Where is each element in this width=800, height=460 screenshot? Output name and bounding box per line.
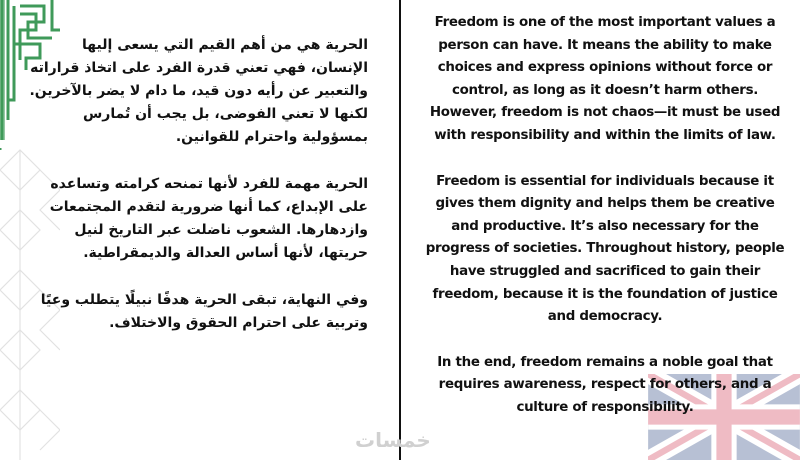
arabic-paragraph-3: وفي النهاية، تبقى الحرية هدفًا نبيلًا يتطلب وعيًا وتربية على احترام الحقوق والاختلاف. [40, 292, 368, 331]
english-text-column [420, 12, 790, 443]
english-paragraph-3: In the end, freedom remains a noble goal that requires awareness, respect for others, and a culture of responsibility. [437, 354, 773, 415]
arabic-paragraph-2: الحرية مهمة للفرد لأنها تمنحه كرامته وتساعده على الإبداع، كما أنها ضرورية لتقدم المجتمعات وازدهارها. الشعوب ناضلت عبر التاريخ لنيل حريتها، لأنها أساس العدالة والديمقراطية. [49, 176, 368, 261]
arabic-text-column [28, 34, 368, 359]
arabic-paragraph-1: الحرية هي من أهم القيم التي يسعى إليها الإنسان، فهي تعني قدرة الفرد على اتخاذ قراراته والتعبير عن رأيه دون قيد، ما دام لا يضر بالآخرين. لكنها لا تعني الفوضى، بل يجب أن تُمارس بمسؤولية واحترام للقوانين. [29, 37, 368, 145]
english-paragraph-1: Freedom is one of the most important values a person can have. It means the ability to make choices and express opinions without force or control, as long as it doesn’t harm others. However, freedom is not chaos—it must be used with responsibility and within the limits of law. [429, 15, 781, 143]
english-paragraph-2: Freedom is essential for individuals because it gives them dignity and helps them be creative and productive. It’s also necessary for the progress of societies. Throughout history, people have struggled and sacrificed to gain their freedom, because it is the foundation of justice and democracy. [425, 173, 785, 325]
watermark: خمسات [355, 428, 431, 452]
column-divider [399, 0, 401, 460]
